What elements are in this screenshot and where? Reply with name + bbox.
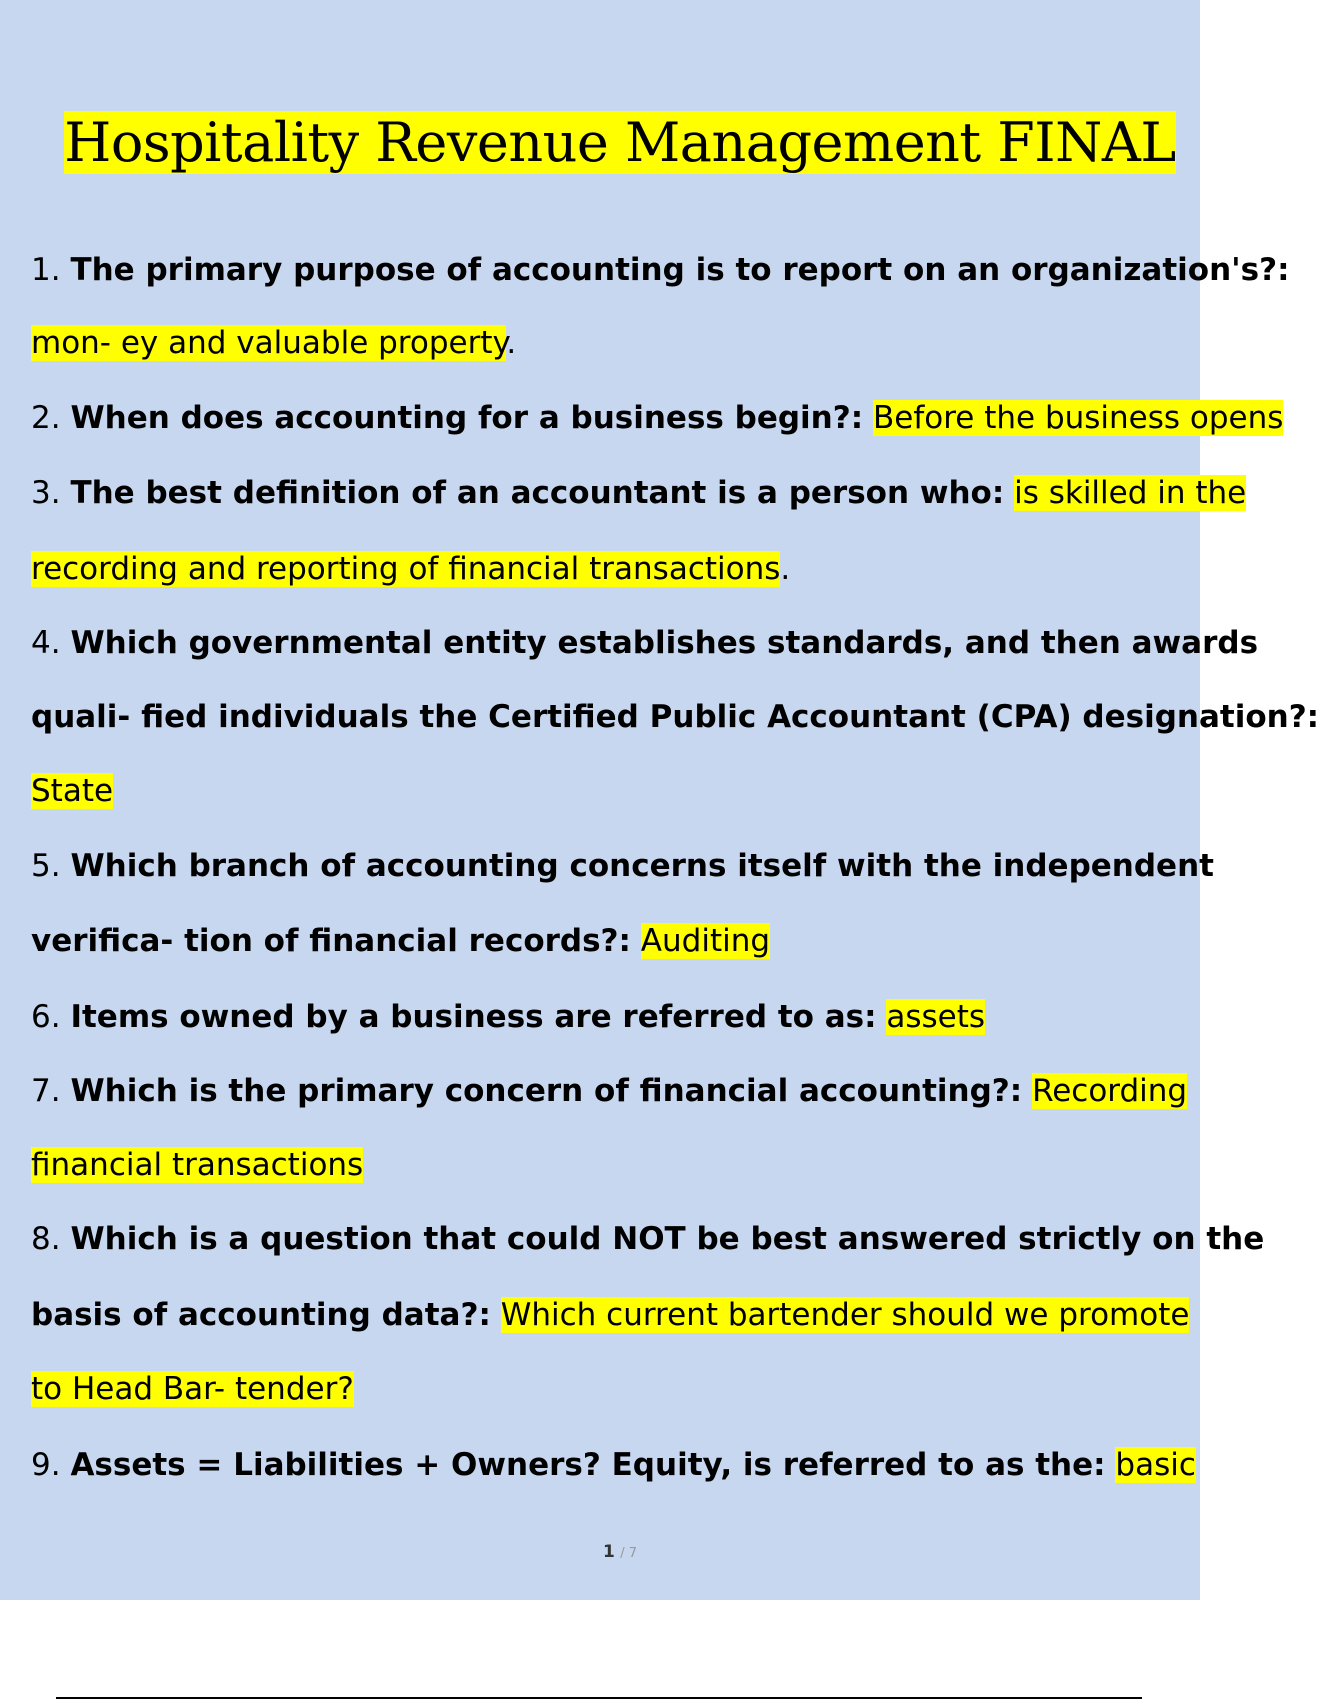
qa-line <box>31 623 1258 663</box>
qa-line <box>31 1295 1189 1335</box>
question-number: 3. <box>31 475 61 511</box>
question-text: quali- fied individuals the Certified Public Accountant (CPA) designation?: <box>31 699 1319 735</box>
qa-line <box>31 473 1246 513</box>
qa-line <box>31 1369 354 1409</box>
question-text: Which branch of accounting concerns itself with the independent <box>70 848 1214 884</box>
qa-line <box>31 1071 1187 1111</box>
page-indicator <box>0 1542 1240 1562</box>
answer-highlight: to Head Bar- tender? <box>31 1371 354 1407</box>
question-text: basis of accounting data?: <box>31 1297 491 1333</box>
question-number: 1. <box>31 252 61 288</box>
answer-highlight: recording and reporting of financial transactions <box>31 551 781 587</box>
question-text: Items owned by a business are referred to as: <box>70 999 877 1035</box>
answer-highlight: basic <box>1115 1447 1196 1483</box>
qa-line <box>31 1145 363 1185</box>
page-total: / 7 <box>620 1546 638 1561</box>
punctuation: . <box>506 325 517 361</box>
question-number: 9. <box>31 1447 61 1483</box>
question-text: When does accounting for a business begin?: <box>70 400 864 436</box>
answer-highlight: Recording <box>1032 1073 1188 1109</box>
question-text: Which is a question that could NOT be best answered strictly on the <box>70 1221 1265 1257</box>
answer-highlight: mon- ey and valuable property <box>31 325 507 361</box>
qa-line <box>31 997 985 1037</box>
answer-highlight: Before the business opens <box>873 400 1284 436</box>
question-number: 4. <box>31 625 61 661</box>
question-text: Which governmental entity establishes standards, and then awards <box>70 625 1259 661</box>
qa-line <box>31 250 1289 290</box>
qa-line <box>31 921 770 961</box>
qa-line <box>31 323 516 363</box>
title-highlight: Hospitality Revenue Management FINAL <box>64 111 1176 174</box>
qa-line <box>31 697 1319 737</box>
question-number: 2. <box>31 400 61 436</box>
question-text: The primary purpose of accounting is to report on an organization's?: <box>70 252 1290 288</box>
question-number: 5. <box>31 848 61 884</box>
question-text: The best definition of an accountant is a person who: <box>70 475 1005 511</box>
question-number: 8. <box>31 1221 61 1257</box>
question-text: Assets = Liabilities + Owners? Equity, is referred to as the: <box>70 1447 1106 1483</box>
page-divider <box>56 1697 1142 1699</box>
answer-highlight: is skilled in the <box>1014 475 1247 511</box>
question-number: 7. <box>31 1073 61 1109</box>
punctuation: . <box>780 551 791 587</box>
qa-line <box>31 549 790 589</box>
document-title <box>0 108 1240 178</box>
answer-highlight: Auditing <box>640 923 771 959</box>
question-text: verifica- tion of financial records?: <box>31 923 631 959</box>
qa-line <box>31 1219 1264 1259</box>
answer-highlight: Which current bartender should we promote <box>500 1297 1190 1333</box>
question-text: Which is the primary concern of financial accounting?: <box>70 1073 1023 1109</box>
qa-line <box>31 1445 1196 1485</box>
qa-line <box>31 846 1214 886</box>
qa-line <box>31 398 1283 438</box>
answer-highlight: State <box>31 773 114 809</box>
answer-highlight: assets <box>886 999 986 1035</box>
answer-highlight: financial transactions <box>31 1147 364 1183</box>
question-number: 6. <box>31 999 61 1035</box>
page-current: 1 <box>602 1542 615 1562</box>
qa-line <box>31 771 113 811</box>
